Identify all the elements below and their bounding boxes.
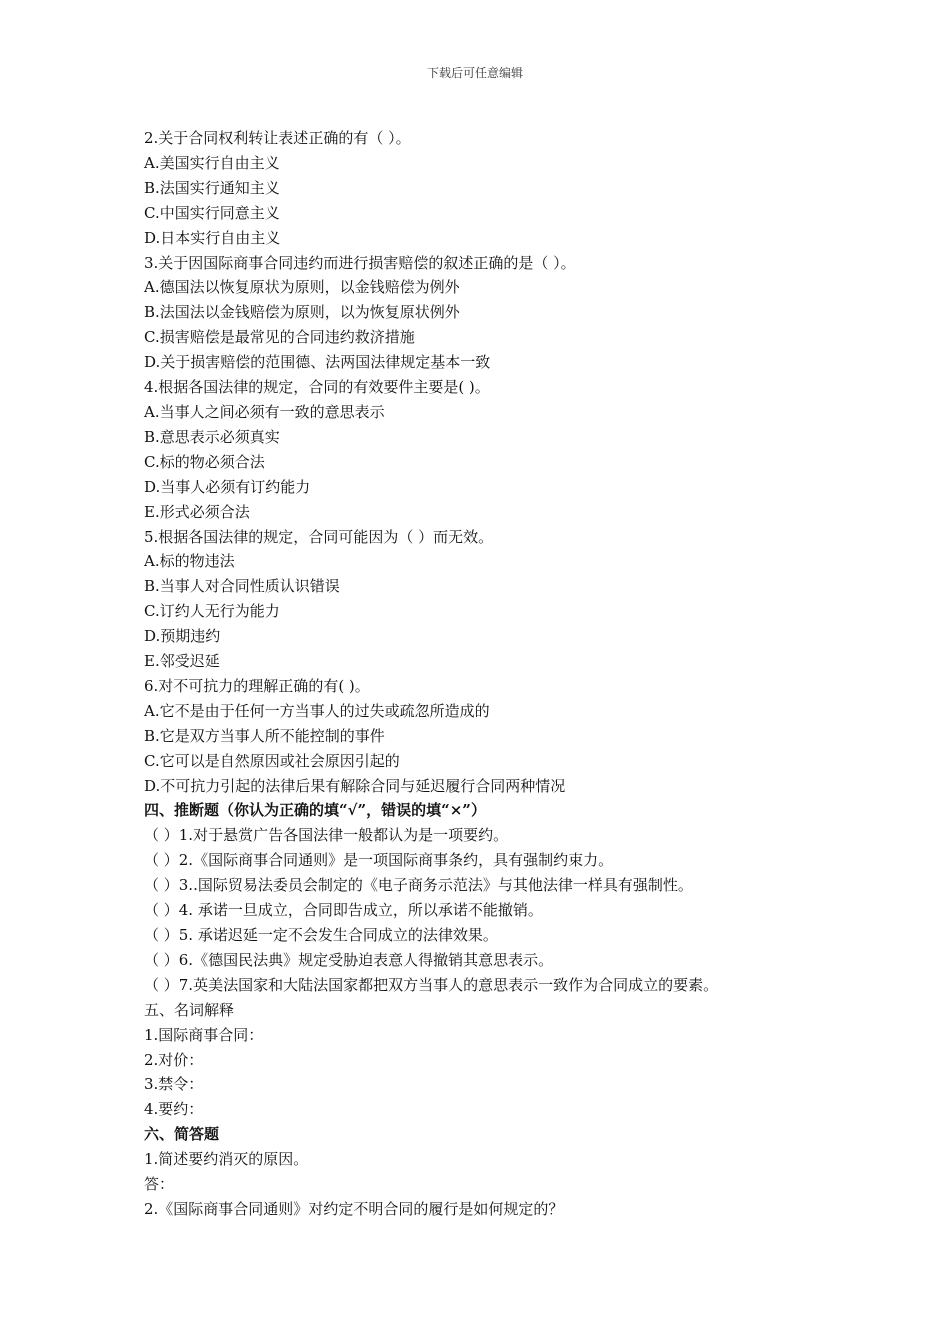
section-definitions xyxy=(144,998,924,1123)
option: B.当事人对合同性质认识错误 xyxy=(144,577,340,596)
option: C.订约人无行为能力 xyxy=(144,602,280,621)
definition-item: 3.禁令： xyxy=(144,1075,204,1094)
option: B.它是双方当事人所不能控制的事件 xyxy=(144,726,385,745)
judgment-item: （ ）3..国际贸易法委员会制定的《电子商务示范法》与其他法律一样具有强制性。 xyxy=(144,876,693,895)
judgment-item: （ ）7.英美法国家和大陆法国家都把双方当事人的意思表示一致作为合同成立的要素。 xyxy=(144,975,719,994)
question-stem: 6.对不可抗力的理解正确的有( )。 xyxy=(144,676,370,695)
section-heading: 四、推断题（你认为正确的填“√”，错误的填“×”） xyxy=(144,801,486,820)
page-header: 下载后可任意编辑 xyxy=(426,66,523,80)
question-6 xyxy=(144,674,924,799)
question-stem: 3.关于因国际商事合同违约而进行损害赔偿的叙述正确的是（ ）。 xyxy=(144,253,576,272)
question-2 xyxy=(144,126,924,251)
section-heading: 六、简答题 xyxy=(144,1125,220,1144)
option: D.关于损害赔偿的范围德、法两国法律规定基本一致 xyxy=(144,353,491,372)
option: E.形式必须合法 xyxy=(144,502,250,521)
section-short-answer xyxy=(144,1122,924,1222)
question-stem: 5.根据各国法律的规定，合同可能因为（ ）而无效。 xyxy=(144,527,494,546)
short-answer-item: 2.《国际商事合同通则》对约定不明合同的履行是如何规定的？ xyxy=(144,1199,564,1218)
option: D.不可抗力引起的法律后果有解除合同与延迟履行合同两种情况 xyxy=(144,776,566,795)
question-5 xyxy=(144,525,924,674)
question-stem: 4.根据各国法律的规定，合同的有效要件主要是( )。 xyxy=(144,378,490,397)
judgment-item: （ ）2.《国际商事合同通则》是一项国际商事条约，具有强制约束力。 xyxy=(144,851,614,870)
option: C.它可以是自然原因或社会原因引起的 xyxy=(144,751,400,770)
option: C.损害赔偿是最常见的合同违约救济措施 xyxy=(144,328,415,347)
question-stem: 2.关于合同权利转让表述正确的有（ ）。 xyxy=(144,129,411,147)
judgment-item: （ ）5. 承诺迟延一定不会发生合同成立的法律效果。 xyxy=(144,926,498,944)
option: A.德国法以恢复原状为原则，以金钱赔偿为例外 xyxy=(144,278,460,297)
judgment-item: （ ）6.《德国民法典》规定受胁迫表意人得撤销其意思表示。 xyxy=(144,950,554,969)
option: A.它不是由于任何一方当事人的过失或疏忽所造成的 xyxy=(144,701,490,720)
option: A.美国实行自由主义 xyxy=(144,153,280,172)
definition-item: 4.要约： xyxy=(144,1100,204,1119)
judgment-item: （ ）4. 承诺一旦成立，合同即告成立，所以承诺不能撤销。 xyxy=(144,901,543,920)
option: C.标的物必须合法 xyxy=(144,452,265,471)
option: A.标的物违法 xyxy=(144,552,235,571)
question-3 xyxy=(144,251,924,376)
document-body xyxy=(144,126,924,1222)
question-4 xyxy=(144,375,924,524)
answer-label: 答： xyxy=(144,1175,175,1194)
option: E.邻受迟延 xyxy=(144,652,220,671)
definition-item: 2.对价： xyxy=(144,1050,204,1069)
section-heading: 五、名词解释 xyxy=(144,1000,235,1019)
option: B.意思表示必须真实 xyxy=(144,427,280,446)
option: B.法国实行通知主义 xyxy=(144,178,280,197)
option: A.当事人之间必须有一致的意思表示 xyxy=(144,402,385,421)
option: D.预期违约 xyxy=(144,627,221,646)
short-answer-item: 1.简述要约消灭的原因。 xyxy=(144,1150,309,1169)
option: D.当事人必须有订约能力 xyxy=(144,477,311,496)
judgment-item: （ ）1.对于悬赏广告各国法律一般都认为是一项要约。 xyxy=(144,826,509,845)
option: B.法国法以金钱赔偿为原则，以为恢复原状例外 xyxy=(144,303,460,322)
section-true-false xyxy=(144,798,924,997)
option: C.中国实行同意主义 xyxy=(144,203,280,222)
option: D.日本实行自由主义 xyxy=(144,228,281,247)
definition-item: 1.国际商事合同： xyxy=(144,1025,264,1044)
